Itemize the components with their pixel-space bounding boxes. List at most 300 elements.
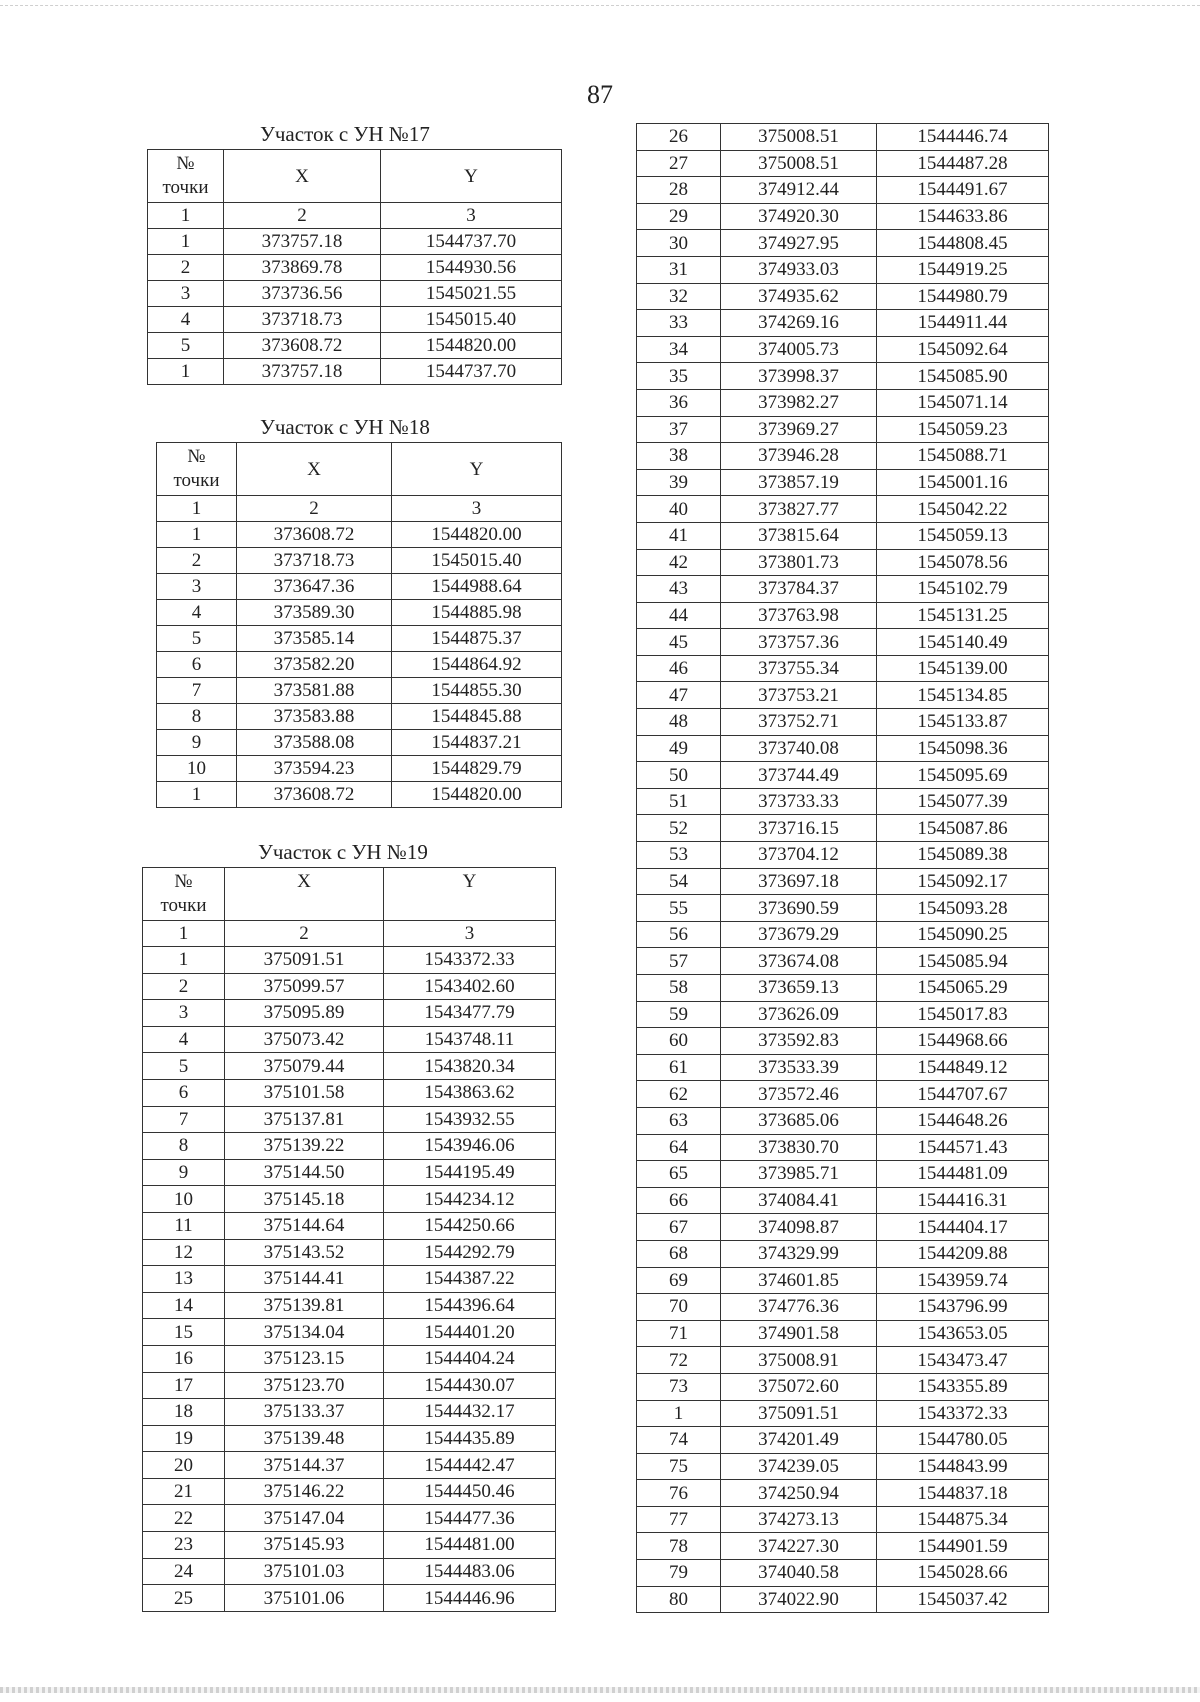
y-coordinate-cell: 1544481.09 bbox=[877, 1161, 1049, 1188]
table-row bbox=[157, 652, 562, 678]
y-coordinate-cell: 1544430.07 bbox=[384, 1372, 556, 1399]
point-number-cell: 46 bbox=[637, 655, 721, 682]
point-number-cell: 65 bbox=[637, 1161, 721, 1188]
y-coordinate-cell: 1544930.56 bbox=[381, 255, 562, 281]
point-number-cell: 30 bbox=[637, 230, 721, 257]
point-number-cell: 27 bbox=[637, 150, 721, 177]
table-row bbox=[637, 469, 1049, 496]
table-row bbox=[143, 1585, 556, 1612]
x-coordinate-cell: 375008.91 bbox=[721, 1347, 877, 1374]
x-coordinate-cell: 375134.04 bbox=[225, 1319, 384, 1346]
x-coordinate-cell: 373647.36 bbox=[237, 574, 392, 600]
x-coordinate-cell: 374912.44 bbox=[721, 177, 877, 204]
y-coordinate-cell: 1543932.55 bbox=[384, 1106, 556, 1133]
x-coordinate-cell: 375144.50 bbox=[225, 1159, 384, 1186]
point-number-cell: 71 bbox=[637, 1320, 721, 1347]
y-coordinate-cell: 1544250.66 bbox=[384, 1212, 556, 1239]
y-coordinate-cell: 1545065.29 bbox=[877, 975, 1049, 1002]
point-number-cell: 59 bbox=[637, 1001, 721, 1028]
coords-table-18 bbox=[156, 442, 562, 808]
point-number-cell: 68 bbox=[637, 1240, 721, 1267]
point-number-cell: 60 bbox=[637, 1028, 721, 1055]
y-coordinate-cell: 1544401.20 bbox=[384, 1319, 556, 1346]
point-number-cell: 73 bbox=[637, 1373, 721, 1400]
table-row bbox=[637, 1081, 1049, 1108]
y-coordinate-cell: 1544195.49 bbox=[384, 1159, 556, 1186]
point-number-cell: 5 bbox=[148, 333, 224, 359]
table-row bbox=[143, 1133, 556, 1160]
point-number-cell: 63 bbox=[637, 1107, 721, 1134]
y-coordinate-cell: 1545090.25 bbox=[877, 921, 1049, 948]
x-coordinate-cell: 373718.73 bbox=[224, 307, 381, 333]
point-number-cell: 53 bbox=[637, 842, 721, 869]
y-coordinate-cell: 1544875.34 bbox=[877, 1506, 1049, 1533]
y-coordinate-cell: 1545102.79 bbox=[877, 576, 1049, 603]
table-row bbox=[637, 709, 1049, 736]
table-row bbox=[148, 229, 562, 255]
x-coordinate-cell: 374273.13 bbox=[721, 1506, 877, 1533]
y-coordinate-cell: 1544837.18 bbox=[877, 1480, 1049, 1507]
point-number-cell: 80 bbox=[637, 1586, 721, 1613]
table-row bbox=[637, 895, 1049, 922]
table-row bbox=[143, 1159, 556, 1186]
point-number-cell: 51 bbox=[637, 788, 721, 815]
y-coordinate-cell: 1544808.45 bbox=[877, 230, 1049, 257]
header-point-word: точки bbox=[162, 177, 209, 198]
table-row bbox=[157, 522, 562, 548]
table-row bbox=[143, 1345, 556, 1372]
point-number-cell: 34 bbox=[637, 336, 721, 363]
x-coordinate-cell: 374927.95 bbox=[721, 230, 877, 257]
point-number-cell: 1 bbox=[148, 359, 224, 385]
y-coordinate-cell: 1545078.56 bbox=[877, 549, 1049, 576]
table-row bbox=[637, 336, 1049, 363]
y-coordinate-cell: 1543946.06 bbox=[384, 1133, 556, 1160]
table-row bbox=[637, 975, 1049, 1002]
x-coordinate-cell: 374227.30 bbox=[721, 1533, 877, 1560]
x-coordinate-cell: 373744.49 bbox=[721, 762, 877, 789]
y-coordinate-cell: 1544901.59 bbox=[877, 1533, 1049, 1560]
table-row bbox=[143, 1478, 556, 1505]
x-coordinate-cell: 373697.18 bbox=[721, 868, 877, 895]
table-row bbox=[157, 574, 562, 600]
table-row bbox=[148, 333, 562, 359]
column-number-2: 2 bbox=[225, 921, 384, 947]
point-number-cell: 77 bbox=[637, 1506, 721, 1533]
point-number-cell: 22 bbox=[143, 1505, 225, 1532]
x-coordinate-cell: 375091.51 bbox=[721, 1400, 877, 1427]
point-number-cell: 67 bbox=[637, 1214, 721, 1241]
point-number-cell: 2 bbox=[148, 255, 224, 281]
table-row bbox=[637, 1107, 1049, 1134]
table-row bbox=[637, 416, 1049, 443]
header-point-number bbox=[157, 443, 237, 496]
table-row bbox=[148, 359, 562, 385]
coords-table-19 bbox=[142, 867, 556, 1612]
table-row bbox=[637, 363, 1049, 390]
table-row bbox=[637, 1453, 1049, 1480]
x-coordinate-cell: 373608.72 bbox=[237, 522, 392, 548]
table-row bbox=[637, 1134, 1049, 1161]
y-coordinate-cell: 1544481.00 bbox=[384, 1532, 556, 1559]
y-coordinate-cell: 1544487.28 bbox=[877, 150, 1049, 177]
table-row bbox=[637, 549, 1049, 576]
y-coordinate-cell: 1544491.67 bbox=[877, 177, 1049, 204]
x-coordinate-cell: 374935.62 bbox=[721, 283, 877, 310]
point-number-cell: 49 bbox=[637, 735, 721, 762]
point-number-cell: 1 bbox=[157, 782, 237, 808]
y-coordinate-cell: 1544234.12 bbox=[384, 1186, 556, 1213]
y-coordinate-cell: 1544404.17 bbox=[877, 1214, 1049, 1241]
point-number-cell: 6 bbox=[157, 652, 237, 678]
header-point-word: точки bbox=[173, 470, 220, 491]
x-coordinate-cell: 375145.18 bbox=[225, 1186, 384, 1213]
point-number-cell: 13 bbox=[143, 1266, 225, 1293]
y-coordinate-cell: 1544737.70 bbox=[381, 229, 562, 255]
header-y: Y bbox=[381, 150, 562, 203]
column-number-1: 1 bbox=[148, 203, 224, 229]
y-coordinate-cell: 1545021.55 bbox=[381, 281, 562, 307]
point-number-cell: 9 bbox=[143, 1159, 225, 1186]
x-coordinate-cell: 373581.88 bbox=[237, 678, 392, 704]
point-number-cell: 74 bbox=[637, 1427, 721, 1454]
point-number-cell: 62 bbox=[637, 1081, 721, 1108]
y-coordinate-cell: 1545015.40 bbox=[381, 307, 562, 333]
table-row bbox=[143, 1000, 556, 1027]
y-coordinate-cell: 1545085.90 bbox=[877, 363, 1049, 390]
x-coordinate-cell: 373572.46 bbox=[721, 1081, 877, 1108]
table-row bbox=[143, 1292, 556, 1319]
table-row bbox=[637, 283, 1049, 310]
table-row bbox=[637, 1161, 1049, 1188]
table-row bbox=[143, 1425, 556, 1452]
table-row bbox=[637, 1054, 1049, 1081]
header-point-number bbox=[148, 150, 224, 203]
table-row bbox=[637, 1028, 1049, 1055]
table-row bbox=[637, 576, 1049, 603]
y-coordinate-cell: 1545042.22 bbox=[877, 496, 1049, 523]
y-coordinate-cell: 1545077.39 bbox=[877, 788, 1049, 815]
x-coordinate-cell: 373827.77 bbox=[721, 496, 877, 523]
table-row bbox=[143, 1266, 556, 1293]
x-coordinate-cell: 373674.08 bbox=[721, 948, 877, 975]
x-coordinate-cell: 375101.03 bbox=[225, 1558, 384, 1585]
table-row bbox=[637, 1240, 1049, 1267]
y-coordinate-cell: 1544843.99 bbox=[877, 1453, 1049, 1480]
table-row bbox=[143, 1399, 556, 1426]
header-x: X bbox=[225, 868, 384, 921]
point-number-cell: 69 bbox=[637, 1267, 721, 1294]
x-coordinate-cell: 374933.03 bbox=[721, 256, 877, 283]
x-coordinate-cell: 375137.81 bbox=[225, 1106, 384, 1133]
header-x: X bbox=[237, 443, 392, 496]
point-number-cell: 52 bbox=[637, 815, 721, 842]
x-coordinate-cell: 375139.81 bbox=[225, 1292, 384, 1319]
header-x: X bbox=[224, 150, 381, 203]
point-number-cell: 5 bbox=[143, 1053, 225, 1080]
point-number-cell: 29 bbox=[637, 203, 721, 230]
table-row bbox=[157, 756, 562, 782]
x-coordinate-cell: 373733.33 bbox=[721, 788, 877, 815]
table-row bbox=[637, 762, 1049, 789]
x-coordinate-cell: 374920.30 bbox=[721, 203, 877, 230]
table-row bbox=[637, 1187, 1049, 1214]
y-coordinate-cell: 1545087.86 bbox=[877, 815, 1049, 842]
point-number-cell: 33 bbox=[637, 310, 721, 337]
point-number-cell: 64 bbox=[637, 1134, 721, 1161]
table-row bbox=[148, 281, 562, 307]
x-coordinate-cell: 375095.89 bbox=[225, 1000, 384, 1027]
table-row bbox=[637, 629, 1049, 656]
y-coordinate-cell: 1544435.89 bbox=[384, 1425, 556, 1452]
header-point-number bbox=[143, 868, 225, 921]
x-coordinate-cell: 375145.93 bbox=[225, 1532, 384, 1559]
x-coordinate-cell: 374022.90 bbox=[721, 1586, 877, 1613]
table-row bbox=[157, 730, 562, 756]
x-coordinate-cell: 375101.58 bbox=[225, 1079, 384, 1106]
x-coordinate-cell: 373582.20 bbox=[237, 652, 392, 678]
point-number-cell: 79 bbox=[637, 1560, 721, 1587]
point-number-cell: 16 bbox=[143, 1345, 225, 1372]
point-number-cell: 44 bbox=[637, 602, 721, 629]
x-coordinate-cell: 373659.13 bbox=[721, 975, 877, 1002]
table-row bbox=[637, 310, 1049, 337]
x-coordinate-cell: 374005.73 bbox=[721, 336, 877, 363]
table-row bbox=[637, 788, 1049, 815]
y-coordinate-cell: 1544450.46 bbox=[384, 1478, 556, 1505]
y-coordinate-cell: 1545001.16 bbox=[877, 469, 1049, 496]
table-row bbox=[143, 1319, 556, 1346]
x-coordinate-cell: 373763.98 bbox=[721, 602, 877, 629]
point-number-cell: 61 bbox=[637, 1054, 721, 1081]
x-coordinate-cell: 375144.41 bbox=[225, 1266, 384, 1293]
column-number-2: 2 bbox=[224, 203, 381, 229]
table-row bbox=[637, 1214, 1049, 1241]
table-row bbox=[637, 868, 1049, 895]
scan-edge-top bbox=[0, 5, 1200, 6]
x-coordinate-cell: 375079.44 bbox=[225, 1053, 384, 1080]
x-coordinate-cell: 373608.72 bbox=[224, 333, 381, 359]
table-row bbox=[637, 443, 1049, 470]
column-number-3: 3 bbox=[381, 203, 562, 229]
y-coordinate-cell: 1543372.33 bbox=[877, 1400, 1049, 1427]
x-coordinate-cell: 375099.57 bbox=[225, 973, 384, 1000]
coords-table-17 bbox=[147, 149, 562, 385]
y-coordinate-cell: 1543863.62 bbox=[384, 1079, 556, 1106]
table-row bbox=[637, 842, 1049, 869]
point-number-cell: 75 bbox=[637, 1453, 721, 1480]
y-coordinate-cell: 1545134.85 bbox=[877, 682, 1049, 709]
y-coordinate-cell: 1544432.17 bbox=[384, 1399, 556, 1426]
table-row bbox=[637, 921, 1049, 948]
column-number-3: 3 bbox=[384, 921, 556, 947]
y-coordinate-cell: 1544837.21 bbox=[392, 730, 562, 756]
table-row bbox=[637, 177, 1049, 204]
point-number-cell: 31 bbox=[637, 256, 721, 283]
point-number-cell: 66 bbox=[637, 1187, 721, 1214]
table-row bbox=[637, 1320, 1049, 1347]
column-number-1: 1 bbox=[157, 496, 237, 522]
x-coordinate-cell: 374084.41 bbox=[721, 1187, 877, 1214]
y-coordinate-cell: 1544477.36 bbox=[384, 1505, 556, 1532]
point-number-cell: 1 bbox=[157, 522, 237, 548]
point-number-cell: 76 bbox=[637, 1480, 721, 1507]
x-coordinate-cell: 374239.05 bbox=[721, 1453, 877, 1480]
point-number-cell: 1 bbox=[143, 947, 225, 974]
x-coordinate-cell: 373594.23 bbox=[237, 756, 392, 782]
point-number-cell: 3 bbox=[157, 574, 237, 600]
x-coordinate-cell: 373815.64 bbox=[721, 522, 877, 549]
y-coordinate-cell: 1545015.40 bbox=[392, 548, 562, 574]
y-coordinate-cell: 1544707.67 bbox=[877, 1081, 1049, 1108]
x-coordinate-cell: 373585.14 bbox=[237, 626, 392, 652]
x-coordinate-cell: 373685.06 bbox=[721, 1107, 877, 1134]
table-row bbox=[637, 496, 1049, 523]
point-number-cell: 12 bbox=[143, 1239, 225, 1266]
y-coordinate-cell: 1544446.96 bbox=[384, 1585, 556, 1612]
table-row bbox=[637, 150, 1049, 177]
column-number-3: 3 bbox=[392, 496, 562, 522]
y-coordinate-cell: 1544988.64 bbox=[392, 574, 562, 600]
y-coordinate-cell: 1544864.92 bbox=[392, 652, 562, 678]
point-number-cell: 5 bbox=[157, 626, 237, 652]
y-coordinate-cell: 1544911.44 bbox=[877, 310, 1049, 337]
table-row bbox=[637, 1480, 1049, 1507]
y-coordinate-cell: 1545092.64 bbox=[877, 336, 1049, 363]
y-coordinate-cell: 1545089.38 bbox=[877, 842, 1049, 869]
table-row bbox=[637, 230, 1049, 257]
table-row bbox=[637, 124, 1049, 151]
point-number-cell: 55 bbox=[637, 895, 721, 922]
x-coordinate-cell: 375123.70 bbox=[225, 1372, 384, 1399]
x-coordinate-cell: 374098.87 bbox=[721, 1214, 877, 1241]
y-coordinate-cell: 1544442.47 bbox=[384, 1452, 556, 1479]
point-number-cell: 14 bbox=[143, 1292, 225, 1319]
table-row bbox=[143, 1372, 556, 1399]
table-row bbox=[637, 522, 1049, 549]
y-coordinate-cell: 1544387.22 bbox=[384, 1266, 556, 1293]
x-coordinate-cell: 373857.19 bbox=[721, 469, 877, 496]
y-coordinate-cell: 1543372.33 bbox=[384, 947, 556, 974]
y-coordinate-cell: 1543355.89 bbox=[877, 1373, 1049, 1400]
x-coordinate-cell: 373588.08 bbox=[237, 730, 392, 756]
point-number-cell: 18 bbox=[143, 1399, 225, 1426]
x-coordinate-cell: 373679.29 bbox=[721, 921, 877, 948]
header-num-sign: № bbox=[176, 153, 195, 174]
y-coordinate-cell: 1544404.24 bbox=[384, 1345, 556, 1372]
point-number-cell: 56 bbox=[637, 921, 721, 948]
table-row bbox=[637, 1560, 1049, 1587]
point-number-cell: 15 bbox=[143, 1319, 225, 1346]
y-coordinate-cell: 1545131.25 bbox=[877, 602, 1049, 629]
table-row bbox=[637, 1001, 1049, 1028]
x-coordinate-cell: 373533.39 bbox=[721, 1054, 877, 1081]
x-coordinate-cell: 373757.18 bbox=[224, 229, 381, 255]
y-coordinate-cell: 1543820.34 bbox=[384, 1053, 556, 1080]
x-coordinate-cell: 373690.59 bbox=[721, 895, 877, 922]
y-coordinate-cell: 1545139.00 bbox=[877, 655, 1049, 682]
point-number-cell: 4 bbox=[143, 1026, 225, 1053]
y-coordinate-cell: 1545098.36 bbox=[877, 735, 1049, 762]
table-row bbox=[157, 600, 562, 626]
point-number-cell: 10 bbox=[157, 756, 237, 782]
x-coordinate-cell: 375123.15 bbox=[225, 1345, 384, 1372]
y-coordinate-cell: 1543477.79 bbox=[384, 1000, 556, 1027]
y-coordinate-cell: 1545071.14 bbox=[877, 389, 1049, 416]
y-coordinate-cell: 1544855.30 bbox=[392, 678, 562, 704]
point-number-cell: 43 bbox=[637, 576, 721, 603]
point-number-cell: 26 bbox=[637, 124, 721, 151]
section-title-19: Участок с УН №19 bbox=[258, 840, 428, 864]
table-row bbox=[157, 704, 562, 730]
x-coordinate-cell: 373740.08 bbox=[721, 735, 877, 762]
coords-table-19-continued bbox=[636, 123, 1049, 1613]
table-row bbox=[637, 203, 1049, 230]
point-number-cell: 8 bbox=[143, 1133, 225, 1160]
y-coordinate-cell: 1544737.70 bbox=[381, 359, 562, 385]
point-number-cell: 25 bbox=[143, 1585, 225, 1612]
x-coordinate-cell: 374601.85 bbox=[721, 1267, 877, 1294]
scan-edge-bottom bbox=[0, 1687, 1200, 1693]
table-row bbox=[143, 1239, 556, 1266]
x-coordinate-cell: 373716.15 bbox=[721, 815, 877, 842]
point-number-cell: 48 bbox=[637, 709, 721, 736]
point-number-cell: 1 bbox=[148, 229, 224, 255]
y-coordinate-cell: 1545093.28 bbox=[877, 895, 1049, 922]
table-row bbox=[637, 1373, 1049, 1400]
section-title-17: Участок с УН №17 bbox=[260, 122, 430, 146]
table-row bbox=[157, 782, 562, 808]
x-coordinate-cell: 373704.12 bbox=[721, 842, 877, 869]
y-coordinate-cell: 1543653.05 bbox=[877, 1320, 1049, 1347]
x-coordinate-cell: 374250.94 bbox=[721, 1480, 877, 1507]
y-coordinate-cell: 1545037.42 bbox=[877, 1586, 1049, 1613]
point-number-cell: 36 bbox=[637, 389, 721, 416]
point-number-cell: 39 bbox=[637, 469, 721, 496]
y-coordinate-cell: 1545059.13 bbox=[877, 522, 1049, 549]
table-row bbox=[143, 1532, 556, 1559]
y-coordinate-cell: 1544820.00 bbox=[392, 522, 562, 548]
x-coordinate-cell: 373969.27 bbox=[721, 416, 877, 443]
table-row bbox=[637, 682, 1049, 709]
table-row bbox=[637, 948, 1049, 975]
x-coordinate-cell: 374329.99 bbox=[721, 1240, 877, 1267]
x-coordinate-cell: 373998.37 bbox=[721, 363, 877, 390]
table-row bbox=[143, 1505, 556, 1532]
point-number-cell: 20 bbox=[143, 1452, 225, 1479]
y-coordinate-cell: 1545059.23 bbox=[877, 416, 1049, 443]
x-coordinate-cell: 374040.58 bbox=[721, 1560, 877, 1587]
table-row bbox=[143, 947, 556, 974]
table-row bbox=[148, 307, 562, 333]
point-number-cell: 70 bbox=[637, 1294, 721, 1321]
x-coordinate-cell: 374901.58 bbox=[721, 1320, 877, 1347]
x-coordinate-cell: 375101.06 bbox=[225, 1585, 384, 1612]
x-coordinate-cell: 375139.22 bbox=[225, 1133, 384, 1160]
table-row bbox=[637, 602, 1049, 629]
table-row bbox=[637, 1586, 1049, 1613]
y-coordinate-cell: 1543959.74 bbox=[877, 1267, 1049, 1294]
x-coordinate-cell: 375008.51 bbox=[721, 150, 877, 177]
y-coordinate-cell: 1545140.49 bbox=[877, 629, 1049, 656]
point-number-cell: 21 bbox=[143, 1478, 225, 1505]
x-coordinate-cell: 375072.60 bbox=[721, 1373, 877, 1400]
point-number-cell: 8 bbox=[157, 704, 237, 730]
y-coordinate-cell: 1544829.79 bbox=[392, 756, 562, 782]
x-coordinate-cell: 374201.49 bbox=[721, 1427, 877, 1454]
section-title-18: Участок с УН №18 bbox=[260, 415, 430, 439]
x-coordinate-cell: 373752.71 bbox=[721, 709, 877, 736]
